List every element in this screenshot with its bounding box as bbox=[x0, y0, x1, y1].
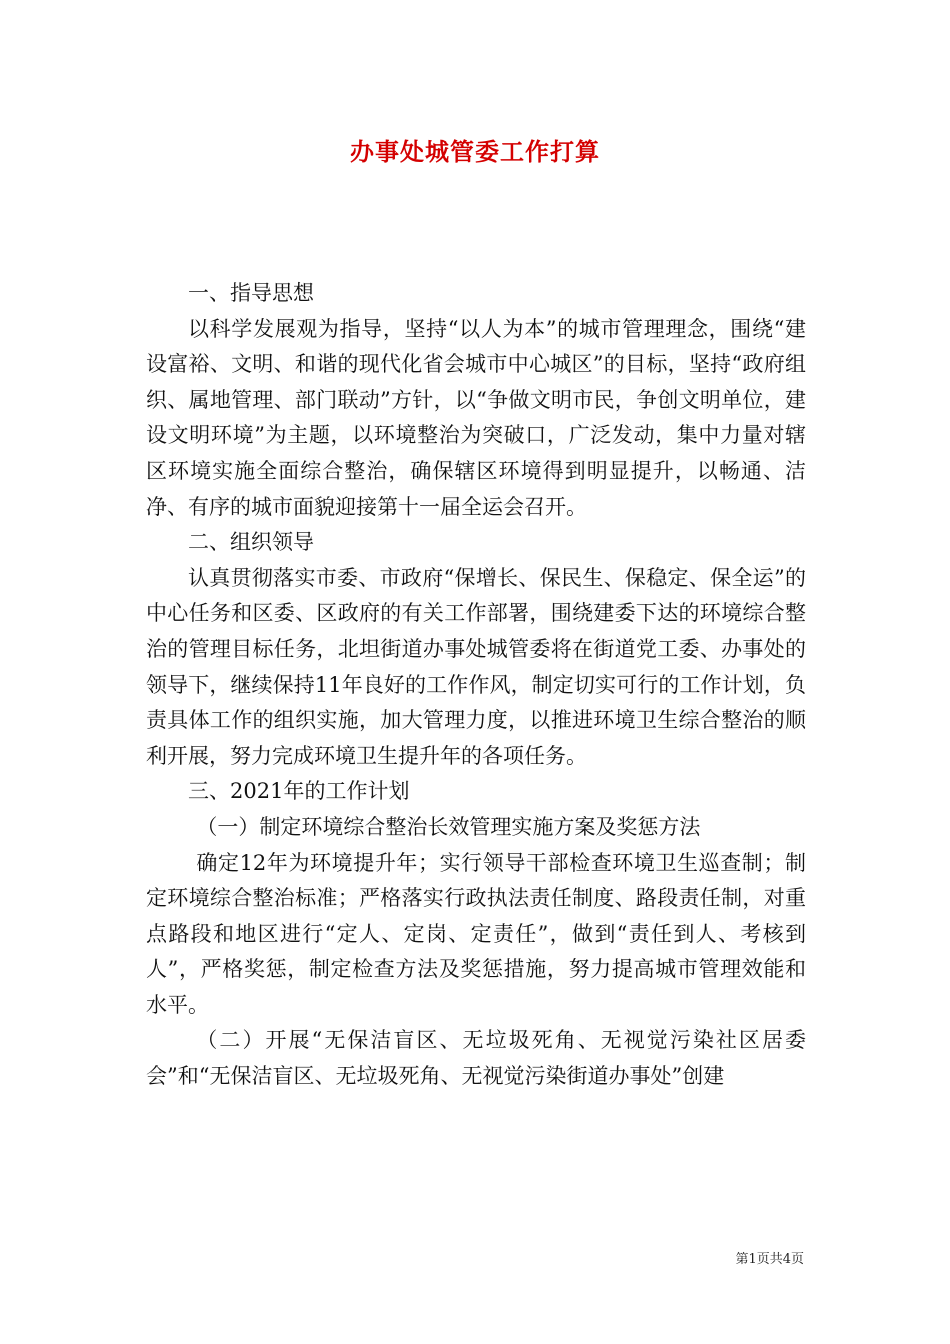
paragraph-organization: 认真贯彻落实市委、市政府“保增长、保民生、保稳定、保全运”的中心任务和区委、区政府的有关工作部署，围绕建委下达的环境综合整治的管理目标任务，北坦街道办事处城管委将在街道党工委、办事处的领导下，继续保持11年良好的工作作风，制定切实可行的工作计划，负责具体工作的组织实施，加大管理力度，以推进环境卫生综合整治的顺利开展，努力完成环境卫生提升年的各项任务。 bbox=[146, 565, 806, 768]
paragraph-subsection-1: 确定12年为环境提升年；实行领导干部检查环境卫生巡查制；制定环境综合整治标准；严格落实行政执法责任制度、路段责任制，对重点路段和地区进行“定人、定岗、定责任”，做到“责任到人、考核到人”，严格奖惩，制定检查方法及奖惩措施，努力提高城市管理效能和水平。 bbox=[146, 850, 806, 1017]
document-body bbox=[146, 276, 806, 1095]
section-heading-work-plan: 三、2021年的工作计划 bbox=[188, 779, 410, 804]
paragraph-subsection-2: （二）开展“无保洁盲区、无垃圾死角、无视觉污染社区居委会”和“无保洁盲区、无垃圾死角、无视觉污染街道办事处”创建 bbox=[146, 1028, 806, 1089]
document-title: 办事处城管委工作打算 bbox=[350, 137, 600, 166]
page-number: 第1页共4页 bbox=[735, 1252, 804, 1267]
section-heading-guiding-ideology: 一、指导思想 bbox=[188, 281, 314, 305]
paragraph-guiding-ideology: 以科学发展观为指导，坚持“以人为本”的城市管理理念，围绕“建设富裕、文明、和谐的现代化省会城市中心城区”的目标，坚持“政府组织、属地管理、部门联动”方针，以“争做文明市民，争创文明单位，建设文明环境”为主题，以环境整治为突破口，广泛发动，集中力量对辖区环境实施全面综合整治，确保辖区环境得到明显提升，以畅通、洁净、有序的城市面貌迎接第十一届全运会召开。 bbox=[146, 316, 806, 519]
section-heading-organization: 二、组织领导 bbox=[188, 530, 314, 555]
subsection-heading-1: （一）制定环境综合整治长效管理实施方案及奖惩方法 bbox=[196, 814, 701, 839]
